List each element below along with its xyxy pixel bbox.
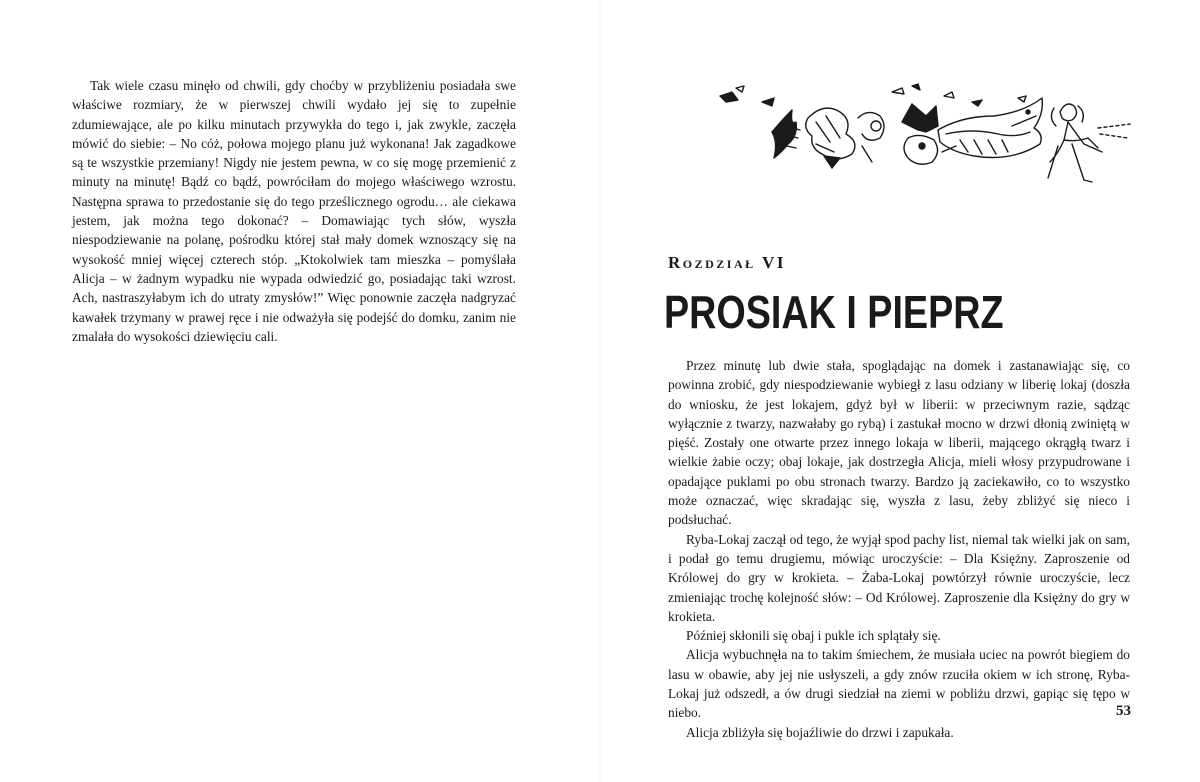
paragraph: Alicja zbliżyła się bojaźliwie do drzwi i zapukała. (686, 724, 954, 740)
paragraph: Przez minutę lub dwie stała, spoglądając na domek i zastanawiając się, co powinna zrobić, gdy niespodziewanie wybiegł z lasu odziany w liberię lokaj (doszła do wniosku, że jest lokajem, gdyż był w liberii: w przeciwnym razie, sądząc wyłącznie z twarzy, nazwałaby go rybą) i zastukał mocno w drzwi dłonią zwiniętą w pięść. Zostały one otwarte przez innego lokaja w liberii, mającego okrągłą twarz i wielkie żabie oczy; obaj lokaje, jak dostrzegła Alicja, mieli włosy przypudrowane i opadające puklami po obu stronach twarzy. Bardzo ją zaciekawiło, co to wszystko może oznaczać, więc skradając się, wyszła z lasu, żeby zbliżyć się nieco i podsłuchać. (668, 358, 1130, 528)
chapter-label: Rozdział VI (668, 253, 786, 272)
paragraph: Ryba-Lokaj zaczął od tego, że wyjął spod pachy list, niemal tak wielki jak on sam, i podał go temu drugiemu, mówiąc uroczyście: – Dla Księżny. Zaproszenie od Królowej do gry w krokieta. – Żaba-Lokaj powtórzył równie uroczyście, lecz zmieniając trochę kolejność słów: – Od Królowej. Zaproszenie dla Księżny do gry w krokieta. (668, 531, 1130, 624)
paragraph: Później skłonili się obaj i pukle ich splątały się. (686, 628, 941, 644)
chapter-title: PROSIAK I PIEPRZ (664, 286, 1004, 338)
paragraph: Alicja wybuchnęła na to takim śmiechem, że musiała uciec na powrót biegiem do lasu w obawie, aby jej nie usłyszeli, a gdy znów rzuciła okiem w ich stronę, Ryba-Lokaj już odszedł, a ów drugi siedział na ziemi w pobliżu drzwi, gapiąc się tępo w niebo. (668, 647, 1130, 721)
paragraph: Tak wiele czasu minęło od chwili, gdy choćby w przybliżeniu posiadała swe właściwe rozmiary, że w pierwszej chwili wydało jej się to zupełnie zdumiewające, ale po kilku minutach przywykła do tego i, jak zwykle, zaczęła mówić do siebie: – No cóż, połowa mojego planu już wykonana! Jak zagadkowe są te wszystkie przemiany! Nigdy nie jestem pewna, w co się mogę przemienić z minuty na minutę! Bądź co bądź, powróciłam do mojego właściwego wzrostu. Następna sprawa to przedostanie się do tego prześlicznego ogrodu… ale ciekawa jestem, jak można tego dokonać? – Domawiając tych słów, wyszła niespodziewanie na polanę, pośrodku której stał mały domek wznoszący się na wysokość mniej więcej czterech stóp. „Ktokolwiek tam mieszka – pomyślała Alicja – w żadnym wypadku nie wypada odwiedzić go, posiadając taki wzrost. Ach, nastraszyłabym ich do utraty zmysłów!” Więc ponownie zaczęła nadgryzać kawałek trzymany w prawej ręce i nie odważyła się podejść do domku, zanim nie zmalała do wysokości dziewięciu cali. (72, 78, 516, 344)
alice-fish-footman-illustration (712, 82, 1140, 192)
left-page-text (72, 76, 516, 346)
right-page-text (668, 356, 1130, 742)
page-number: 53 (1116, 703, 1131, 719)
